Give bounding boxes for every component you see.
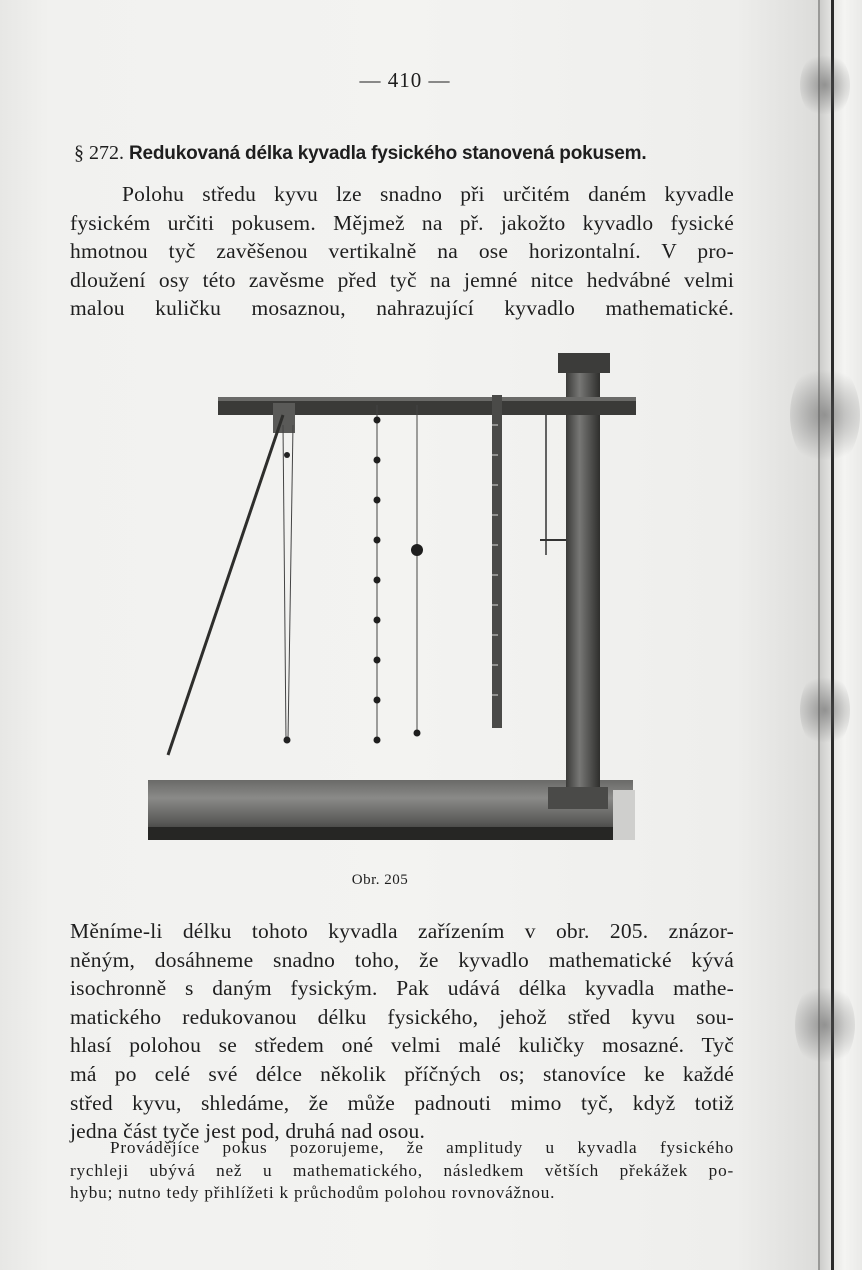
stain <box>790 360 860 470</box>
section-title: Redukovaná délka kyvadla fysického stanovená pokusem. <box>129 143 647 164</box>
figure-caption: Obr. 205 <box>351 872 409 888</box>
section-number: § 272. <box>74 142 124 164</box>
binding-line <box>831 0 834 1270</box>
text-line: hybu; nutno tedy přihlížeti k průchodům polohou rovnovážnou. <box>70 1183 556 1202</box>
text-line: má po celé své délce několik příčných os; stanovíce ke každé <box>70 1061 734 1086</box>
text-line: jedna část tyče jest pod, druhá nad osou. <box>70 1119 426 1144</box>
stain <box>800 50 850 120</box>
page-edge <box>818 0 820 1270</box>
text-line: Provádějíce pokus pozorujeme, že amplitudy u kyvadla fysického <box>110 1138 734 1157</box>
text-line: matického redukovanou délku fysického, jehož střed kyvu sou- <box>70 1004 734 1029</box>
text-line: fysickém určiti pokusem. Mějmež na př. jakožto kyvadlo fysické <box>70 210 734 235</box>
text-line: isochronně s daným fysickým. Pak udává délka kyvadla mathe- <box>70 976 734 1001</box>
text-line: střed kyvu, shledáme, že může padnouti mimo tyč, když totiž <box>70 1090 734 1115</box>
pendulum-apparatus-illustration <box>148 345 638 845</box>
book-gutter <box>818 0 862 1270</box>
paragraph-intro <box>70 180 734 323</box>
stain <box>800 670 850 750</box>
text-line: Polohu středu kyvu lze snadno při určitém daném kyvadle <box>122 182 734 206</box>
text-line: hmotnou tyč zavěšenou vertikalně na ose horizontalní. V pro- <box>70 239 734 264</box>
paragraph-main <box>70 917 734 1146</box>
figure-pendulum-apparatus <box>148 345 638 845</box>
text-line: hlasí polohou se středem oné velmi malé kuličky mosazné. Tyč <box>70 1033 734 1058</box>
paragraph-note <box>70 1137 734 1205</box>
section-heading <box>74 142 734 165</box>
text-line: malou kuličku mosaznou, nahrazující kyvadlo mathematické. <box>70 296 734 321</box>
text-line: rychleji ubývá než u mathematického, následkem větších překážek po- <box>70 1160 734 1180</box>
text-line: něným, dosáhneme snadno toho, že kyvadlo mathematické kývá <box>70 947 734 972</box>
text-line: Měníme-li délku tohoto kyvadla zařízením v obr. 205. znázor- <box>70 919 734 943</box>
text-line: dloužení osy této zavěsme před tyč na jemné nitce hedvábné velmi <box>70 267 734 292</box>
stain <box>795 980 855 1070</box>
page-number: — 410 — <box>359 68 451 92</box>
